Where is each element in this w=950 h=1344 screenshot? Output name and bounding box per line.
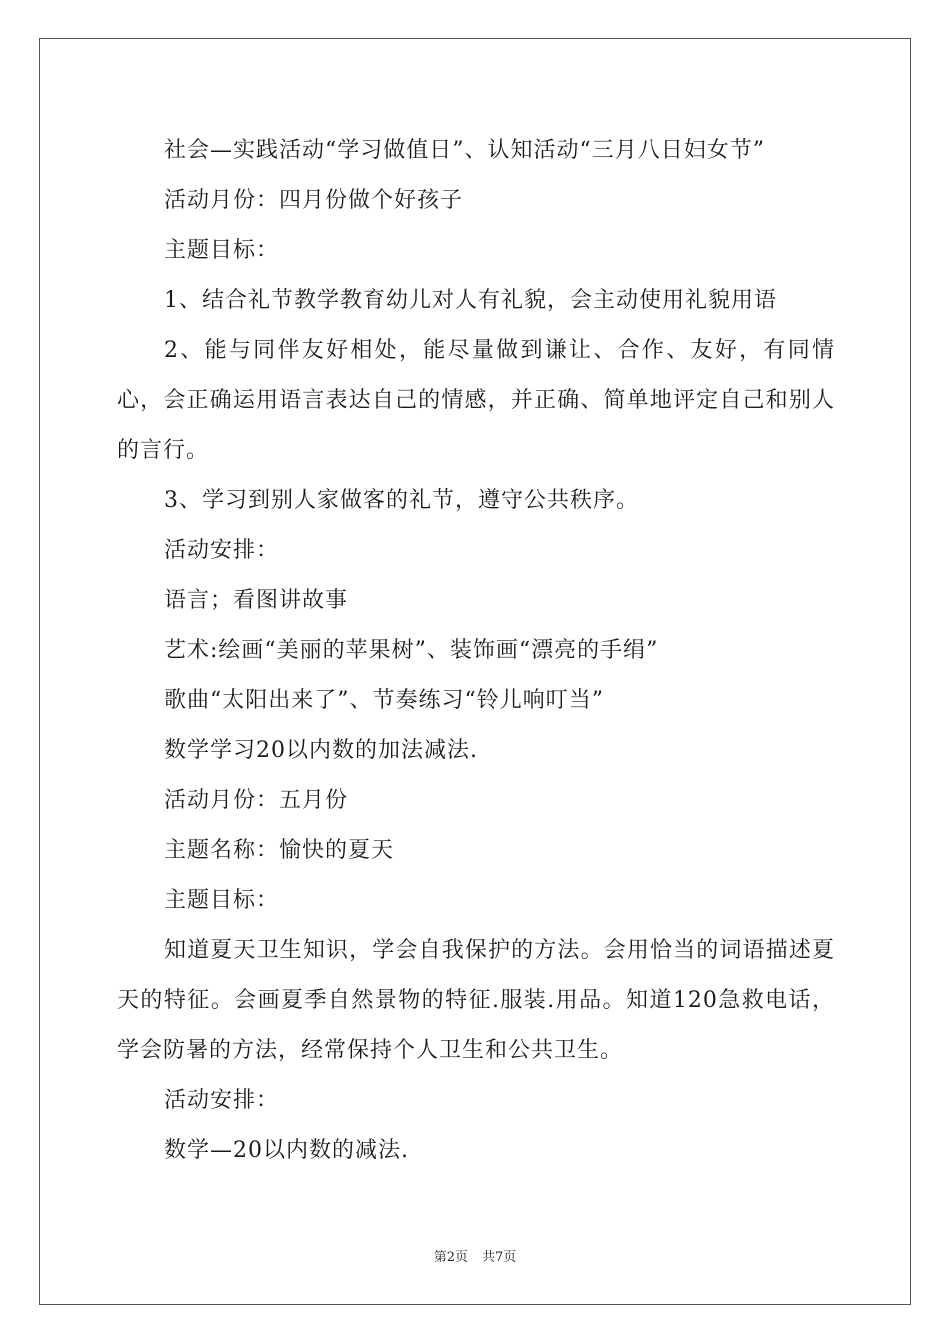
- paragraph: 2、能与同伴友好相处，能尽量做到谦让、合作、友好，有同情心，会正确运用语言表达自己的情感，并正确、简单地评定自己和别人的言行。: [117, 338, 835, 463]
- page-number-current: 第2页: [433, 1250, 468, 1265]
- paragraph: 社会—实践活动“学习做值日”、认知活动“三月八日妇女节”: [164, 138, 765, 163]
- paragraph: 主题名称：愉快的夏天: [164, 838, 395, 863]
- paragraph: 3、学习到别人家做客的礼节，遵守公共秩序。: [164, 488, 639, 513]
- paragraph: 主题目标：: [164, 238, 280, 263]
- paragraph: 活动安排：: [164, 1088, 280, 1113]
- paragraph: 数学学习20以内数的加法减法.: [164, 738, 478, 763]
- paragraph: 歌曲“太阳出来了”、节奏练习“铃儿响叮当”: [164, 688, 604, 713]
- paragraph: 主题目标：: [164, 888, 280, 913]
- paragraph: 活动月份：五月份: [164, 788, 349, 813]
- paragraph: 知道夏天卫生知识，学会自我保护的方法。会用恰当的词语描述夏天的特征。会画夏季自然景物的特征.服装.用品。知道120急救电话，学会防暑的方法，经常保持个人卫生和公共卫生。: [117, 938, 835, 1063]
- page-number-total: 共7页: [482, 1250, 517, 1265]
- paragraph: 艺术:绘画“美丽的苹果树”、装饰画“漂亮的手绢”: [164, 638, 659, 663]
- document-body: [117, 126, 835, 1176]
- paragraph: 活动安排：: [164, 538, 280, 563]
- paragraph: 活动月份：四月份做个好孩子: [164, 188, 464, 213]
- page-footer: [0, 1250, 950, 1266]
- paragraph: 语言；看图讲故事: [164, 588, 349, 613]
- paragraph: 数学—20以内数的减法.: [164, 1138, 409, 1163]
- paragraph: 1、结合礼节教学教育幼儿对人有礼貌，会主动使用礼貌用语: [164, 288, 777, 313]
